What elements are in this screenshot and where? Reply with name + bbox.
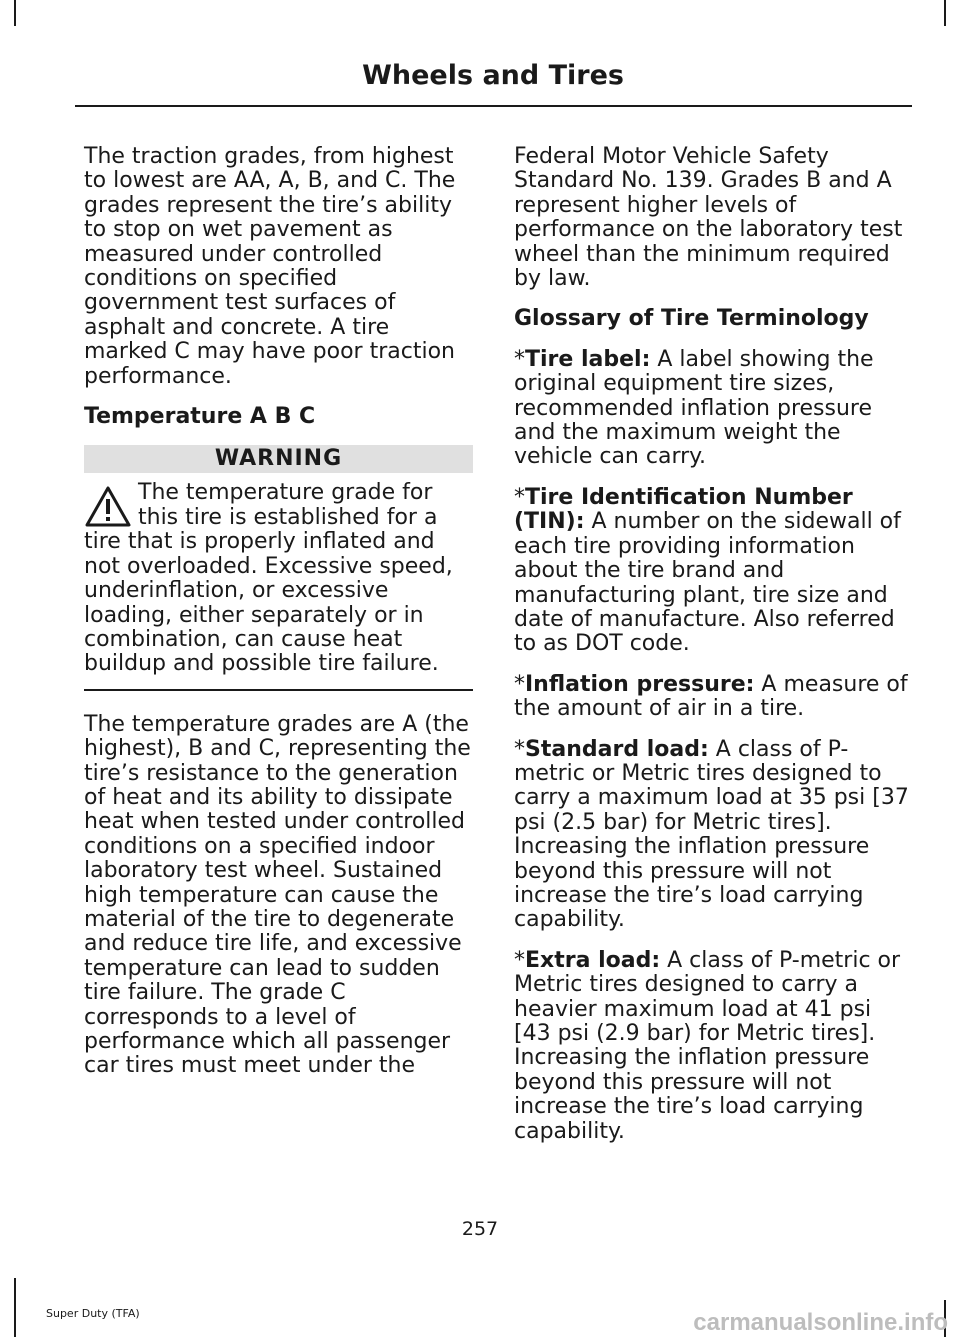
glossary-prefix: * (514, 736, 525, 762)
paragraph-traction: The traction grades, from highest to lowest are AA, A, B, and C. The grades represent the tire’s ability to stop on wet pavement as measured under controlled conditions on specified government test surfaces of asphalt and concrete. A tire marked C may have poor traction performance. (84, 144, 456, 389)
glossary-term: Extra load: (525, 947, 661, 973)
glossary-definition: A label showing the original equipment tire sizes, recommended inflation pressure and the maximum weight the vehicle can carry. (514, 346, 874, 470)
glossary-prefix: * (514, 484, 525, 510)
right-column (514, 145, 910, 1160)
warning-label: WARNING (84, 445, 473, 473)
warning-text: The temperature grade for this tire is established for a tire that is properly inflated and not overloaded. Excessive speed, underinflation, or excessive loading, either separately or in combination, can cause heat buildup and possible tire failure. (84, 480, 453, 677)
glossary-prefix: * (514, 947, 525, 973)
glossary-prefix: * (514, 346, 525, 372)
header-divider (75, 105, 912, 107)
crop-mark (14, 1278, 16, 1337)
glossary-entry-tire-label (514, 348, 910, 470)
crop-mark (14, 0, 16, 26)
page-title: Wheels and Tires (362, 60, 624, 91)
glossary-definition: A class of P-metric or Metric tires designed to carry a heavier maximum load at 41 psi [43 psi (2.9 bar) for Metric tires]. Increasing the inflation pressure beyond this pressure will not increase the tire’s load carrying capability. (514, 947, 901, 1144)
glossary-term: Tire label: (525, 346, 651, 372)
warning-box (84, 445, 473, 690)
glossary-entry-standard-load (514, 738, 910, 933)
glossary-definition: A number on the sidewall of each tire providing information about the tire brand and manufacturing plant, tire size and date of manufacture. Also referred to as DOT code. (514, 509, 901, 657)
section-heading-temperature: Temperature A B C (84, 404, 316, 430)
glossary-entry-tin (514, 486, 910, 657)
glossary-definition: A measure of the amount of air in a tire. (514, 671, 908, 722)
crop-mark (944, 0, 946, 26)
page-number: 257 (461, 1218, 499, 1240)
glossary-prefix: * (514, 671, 525, 697)
paragraph-fmvss: Federal Motor Vehicle Safety Standard No. 139. Grades B and A represent higher levels of performance on the laboratory test wheel than the minimum required by law. (514, 144, 903, 292)
left-column (84, 145, 476, 1095)
glossary-entry-inflation-pressure (514, 673, 910, 722)
glossary-entry-extra-load (514, 949, 910, 1144)
glossary-definition: A class of P-metric or Metric tires designed to carry a maximum load at 35 psi [37 psi (2.5 bar) for Metric tires]. Increasing the inflation pressure beyond this pressure will not increase the tire’s load carrying capability. (514, 736, 909, 933)
footer-model: Super Duty (TFA) (46, 1307, 140, 1320)
warning-divider (84, 689, 473, 691)
glossary-term: Inflation pressure: (525, 671, 755, 697)
warning-body (84, 481, 473, 676)
glossary-term: Tire Identification Number (TIN): (514, 484, 853, 535)
watermark: carmanualsonline.info (693, 1309, 948, 1336)
section-heading-glossary: Glossary of Tire Terminology (514, 306, 869, 332)
glossary-term: Standard load: (525, 736, 709, 762)
warning-triangle-icon (84, 485, 132, 529)
paragraph-temperature-grades: The temperature grades are A (the highest), B and C, representing the tire’s resistance to the generation of heat and its ability to dissipate heat when tested under controlled conditions on a specified indoor laboratory test wheel. Sustained high temperature can cause the material of the tire to degenerate and reduce tire life, and excessive temperature can lead to sudden tire failure. The grade C corresponds to a level of performance which all passenger car tires must meet under the (84, 711, 471, 1079)
